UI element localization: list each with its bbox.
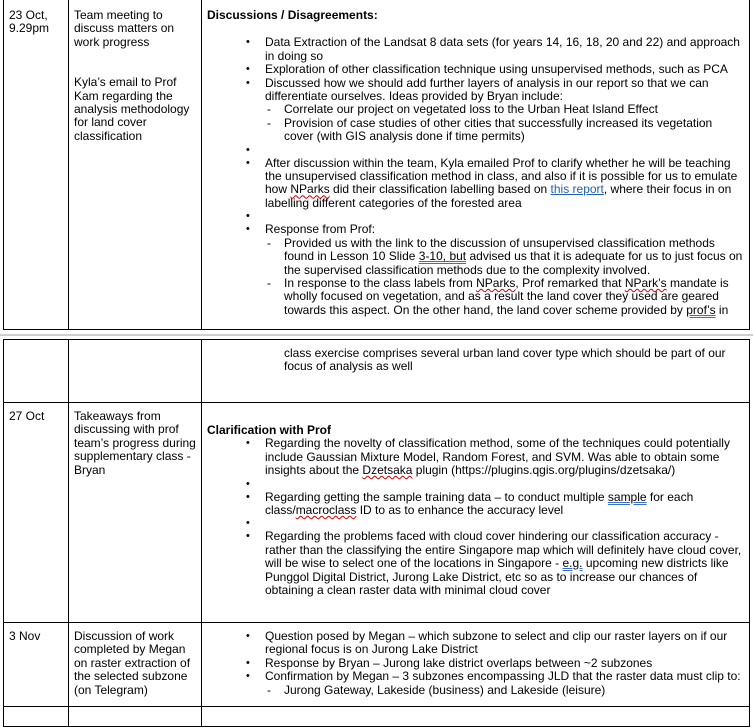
table-row [4, 623, 750, 707]
list-item [265, 491, 744, 518]
section-heading: Discussions / Disagreements: [207, 8, 378, 22]
spellcheck-word: NParks [290, 182, 330, 197]
bullet-list [207, 36, 744, 317]
report-link[interactable]: this report [550, 182, 604, 197]
sub-bullet-list [246, 237, 744, 317]
description-text: Team meeting to discuss matters on work progress [74, 8, 175, 49]
sub-list-item [265, 277, 744, 317]
section-heading: Clarification with Prof [207, 423, 332, 437]
list-item-text: Discussed how we should add further layers of analysis in our report so that we can differentiate ourselves. Ideas provided by Bryan include: [265, 75, 709, 104]
details-cell [202, 403, 750, 623]
list-item [265, 437, 744, 477]
date-cell [4, 340, 69, 403]
table-row [4, 340, 750, 403]
text: upcoming new districts like Punggol Digital District, Jurong Lake District, etc so as to increase our chances of obtaining a clean raster data with minimal cloud cover [265, 556, 729, 598]
bullet-list [207, 630, 744, 697]
text: plugin (https://plugins.qgis.org/plugins/dzetsaka/) [412, 463, 676, 478]
text: Regarding the problems faced with cloud cover hindering our classification accuracy - rather than the classifying the entire Singapore map which will definitely have cloud cover, will be wise to select one of the locations in Singapore - [265, 529, 742, 571]
grammar-mark: sample [607, 489, 647, 504]
grammar-mark: prof’s [686, 302, 716, 317]
text: Regarding the novelty of classification method, some of the techniques could potentially include Gaussian Mixture Model, Random Forest, and SVM. Was able to obtain some insights about the [265, 436, 730, 478]
date-cell [4, 623, 69, 707]
list-item [265, 223, 744, 317]
list-item: • Question posed by Megan – which subzone to select and clip our raster layers on if our regional focus is on Jurong Lake District [265, 630, 744, 657]
details-cell [202, 340, 750, 403]
list-item-text: , where their focus in on labelling different categories of the forested area [265, 182, 732, 210]
text: ID to as to enhance the accuracy level [356, 503, 564, 518]
text: Prof remarked that [518, 275, 625, 290]
sub-list-item: - Jurong Gateway, Lakeside (business) and Lakeside (leisure) [265, 684, 744, 697]
continuation-text: class exercise comprises several urban land cover type which should be part of our focus of analysis as well [284, 346, 726, 374]
date-text: 23 Oct, 9.29pm [9, 8, 50, 36]
spellcheck-word: macroclass [295, 503, 357, 518]
list-item [265, 530, 744, 597]
date-cell [4, 0, 69, 330]
spellcheck-word: NPark’s [624, 275, 667, 290]
log-table-page-2 [3, 339, 750, 727]
table-row [4, 403, 750, 623]
list-item-text: After discussion within the team, Kyla emailed Prof to clarify whether he will be teaching the unsupervised classification method in class, and also if it is possible for us to emulate how [265, 155, 738, 197]
page-break-divider [0, 334, 753, 336]
list-item-text: did their classification labelling based on [329, 182, 551, 197]
date-cell [4, 403, 69, 623]
description-cell [69, 0, 202, 330]
sub-list-item: - Correlate our project on vegetated loss to the Urban Heat Island Effect [265, 103, 744, 116]
sub-list-item: - Provision of case studies of other cities that successfully increased its vegetation cover (with GIS analysis done if time permits) [265, 117, 744, 144]
grammar-mark: 3-10, but [418, 249, 467, 264]
list-item: • Response by Bryan – Jurong lake district overlaps between ~2 subzones [265, 657, 744, 670]
sub-bullet-list [246, 103, 744, 143]
text: in [715, 302, 729, 317]
table-row [4, 707, 750, 727]
spellcheck-word: NParks, [476, 275, 519, 290]
grammar-mark: e.g. [562, 556, 583, 571]
date-text: 27 Oct [9, 409, 45, 423]
details-cell [202, 623, 750, 707]
text: advised us that it is adequate for us to just focus on the supervised classification methods due to the complexity involved. [284, 249, 743, 277]
text: mandate is wholly focused on vegetation, and as a result the land cover they used are geared towards this aspect. On the other hand, the land cover scheme provided by [284, 275, 729, 317]
description-cell [69, 707, 202, 727]
list-item: • Data Extraction of the Landsat 8 data sets (for years 14, 16, 18, 20 and 22) and approach in doing so [265, 36, 744, 63]
description-text: Takeaways from discussing with prof team’s progress during supplementary class - Bryan [74, 409, 196, 477]
details-cell [202, 0, 750, 330]
list-item [265, 77, 744, 144]
list-item-text: Response from Prof: [265, 222, 376, 237]
description-cell [69, 403, 202, 623]
details-cell [202, 707, 750, 727]
spellcheck-word: Dzetsaka [362, 463, 413, 478]
bullet-list [207, 437, 744, 597]
sub-bullet-list [246, 684, 744, 697]
list-item [265, 157, 744, 211]
text: for each class/ [265, 489, 694, 518]
description-text: Kyla’s email to Prof Kam regarding the analysis methodology for land cover classification [74, 75, 190, 143]
text: Regarding getting the sample training data – to conduct multiple [265, 489, 608, 504]
table-row [4, 0, 750, 330]
sub-list-item [265, 237, 744, 277]
description-cell [69, 623, 202, 707]
list-item [265, 670, 744, 697]
text: Provided us with the link to the discussion of unsupervised classification methods found in Lesson 10 Slide [284, 235, 715, 264]
description-text: Discussion of work completed by Megan on raster extraction of the selected subzone (on Telegram) [74, 629, 191, 697]
list-item-text: Confirmation by Megan – 3 subzones encompassing JLD that the raster data must clip to: [265, 669, 741, 684]
date-cell [4, 707, 69, 727]
date-text: 3 Nov [9, 629, 41, 643]
list-item: • Exploration of other classification technique using unsupervised methods, such as PCA [265, 63, 744, 76]
text: In response to the class labels from [284, 275, 477, 290]
description-cell [69, 340, 202, 403]
log-table-page-1 [3, 0, 750, 330]
